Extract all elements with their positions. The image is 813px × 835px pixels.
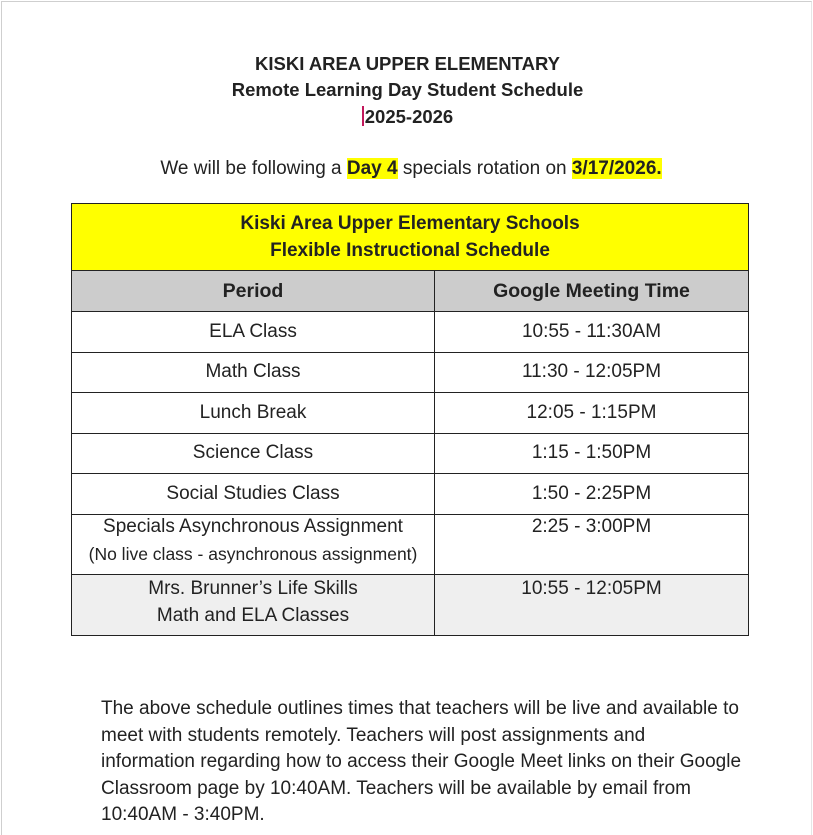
table-row [72,352,749,393]
specials-period-label: Specials Asynchronous Assignment [103,515,403,537]
school-year-text: 2025-2026 [364,106,454,127]
specials-note: (No live class - asynchronous assignment) [88,543,418,564]
time-cell: 1:50 - 2:25PM [435,474,749,515]
life-skills-period-cell [72,574,435,635]
period-cell: Social Studies Class [72,474,435,515]
schedule-title-cell [72,204,749,271]
table-row [72,312,749,353]
specials-row [72,514,749,574]
rotation-day-highlight: Day 4 [346,158,398,179]
schedule-title-line1: Kiski Area Upper Elementary Schools [240,213,580,234]
rotation-date-highlight: 3/17/2026. [571,158,662,179]
specials-time: 2:25 - 3:00PM [531,515,652,537]
schedule-title-row [72,204,749,271]
life-skills-time-cell [435,574,749,635]
column-header-time: Google Meeting Time [435,271,749,312]
life-skills-line1: Mrs. Brunner’s Life Skills [148,577,358,599]
schedule-subtitle: Remote Learning Day Student Schedule [231,79,584,100]
life-skills-line2: Math and ELA Classes [156,604,350,626]
rotation-middle: specials rotation on [397,158,572,179]
life-skills-row [72,574,749,635]
schedule-title-line2: Flexible Instructional Schedule [270,240,550,261]
rotation-notice [2,156,813,182]
table-row [72,474,749,515]
time-cell: 1:15 - 1:50PM [435,433,749,474]
specials-time-cell [435,514,749,574]
column-header-period: Period [72,271,435,312]
life-skills-time: 10:55 - 12:05PM [521,577,662,599]
column-header-row [72,271,749,312]
period-cell: ELA Class [72,312,435,353]
specials-period-cell [72,514,435,574]
table-row [72,393,749,434]
school-year [2,104,813,130]
schedule-table [71,203,749,636]
text-cursor [362,106,364,126]
period-cell: Math Class [72,352,435,393]
period-cell: Science Class [72,433,435,474]
rotation-prefix: We will be following a [160,158,347,179]
time-cell: 11:30 - 12:05PM [435,352,749,393]
school-heading: KISKI AREA UPPER ELEMENTARY [255,53,560,74]
time-cell: 10:55 - 11:30AM [435,312,749,353]
document-page [1,1,812,835]
table-row [72,433,749,474]
period-cell: Lunch Break [72,393,435,434]
time-cell: 12:05 - 1:15PM [435,393,749,434]
schedule-explanation-paragraph: The above schedule outlines times that teachers will be live and available to meet with students remotely. Teachers will post assignments and information regarding how to access their Google Meet links on their Google Classroom page by 10:40AM. Teachers will be available by email from 10:40AM - 3:40PM. [101,698,742,825]
